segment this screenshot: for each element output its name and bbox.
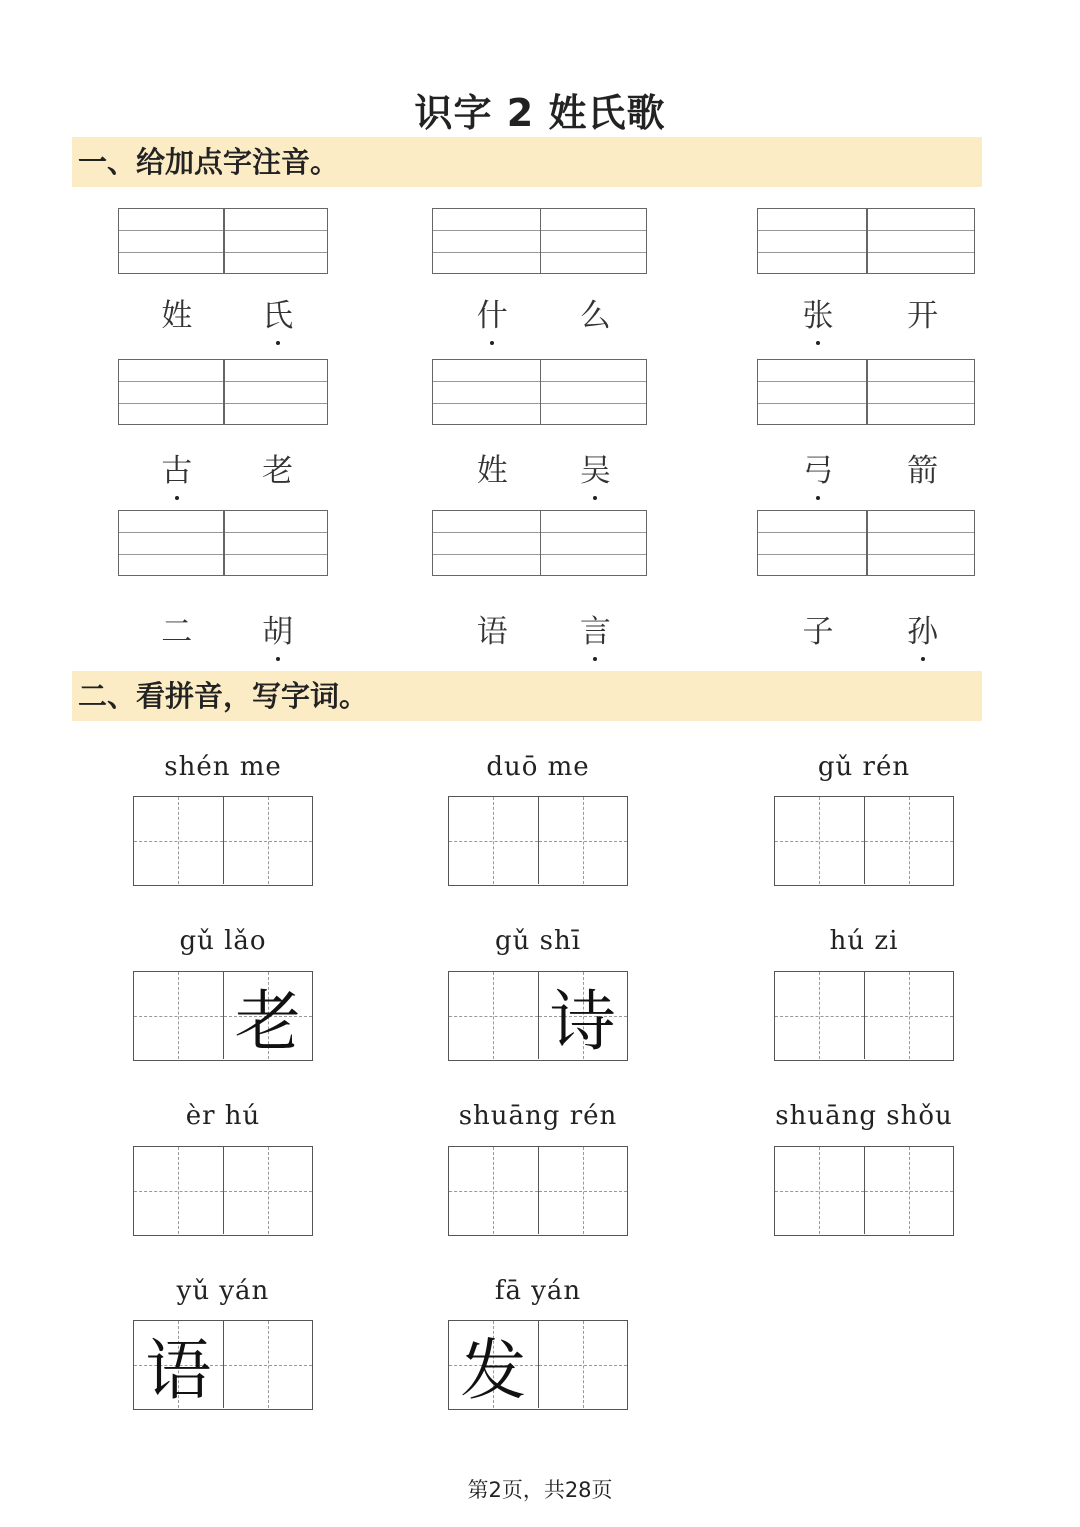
character: 姓 [476, 453, 508, 489]
tianzige-grid[interactable] [774, 971, 954, 1061]
tianzige-grid[interactable] [133, 796, 313, 886]
filled-character: 老 [234, 983, 301, 1060]
page-number: 第2页，共28页 [467, 1478, 613, 1502]
tianzige-grid[interactable] [133, 1320, 313, 1410]
pinyin-label: shén me [164, 752, 282, 782]
character: 语 [476, 614, 508, 650]
writing-cell[interactable] [134, 972, 223, 1059]
emphasis-dot [490, 341, 494, 345]
page-title: 识字 2 姓氏歌 [414, 91, 666, 135]
writing-cell[interactable] [775, 972, 864, 1059]
pinyin-writing-box[interactable] [757, 510, 975, 576]
filled-character: 发 [460, 1332, 527, 1409]
pinyin-writing-box[interactable] [432, 359, 647, 425]
tianzige-grid[interactable] [774, 796, 954, 886]
emphasis-dot [593, 657, 597, 661]
writing-cell[interactable] [538, 972, 628, 1059]
tianzige-grid[interactable] [448, 971, 628, 1061]
pinyin-writing-box[interactable] [118, 208, 328, 274]
writing-cell[interactable] [864, 1147, 954, 1234]
writing-cell[interactable] [449, 1147, 538, 1234]
writing-cell[interactable] [223, 972, 313, 1059]
filled-character: 语 [145, 1332, 212, 1409]
dotted-character: 古 [152, 445, 202, 490]
pinyin-label: fā yán [494, 1276, 582, 1306]
writing-cell[interactable] [223, 797, 313, 884]
writing-cell[interactable] [449, 1321, 538, 1408]
dotted-character: 孙 [898, 606, 948, 651]
pinyin-writing-box[interactable] [432, 510, 647, 576]
pinyin-writing-box[interactable] [118, 359, 328, 425]
pinyin-label: yǔ yán [176, 1276, 270, 1306]
pinyin-label: hú zi [829, 926, 899, 956]
writing-cell[interactable] [134, 1321, 223, 1408]
dotted-character: 张 [793, 290, 843, 335]
writing-cell[interactable] [864, 972, 954, 1059]
writing-cell[interactable] [864, 797, 954, 884]
character: 箭 [907, 453, 939, 489]
pinyin-label: shuāng rén [458, 1101, 618, 1131]
emphasis-dot [816, 496, 820, 500]
pinyin-writing-box[interactable] [118, 510, 328, 576]
character: 姓 [161, 298, 193, 334]
writing-cell[interactable] [538, 1321, 628, 1408]
character: 子 [802, 614, 834, 650]
emphasis-dot [276, 657, 280, 661]
tianzige-grid[interactable] [448, 1320, 628, 1410]
pinyin-label: gǔ lǎo [179, 926, 267, 956]
emphasis-dot [921, 657, 925, 661]
dotted-character: 吴 [570, 445, 620, 490]
writing-cell[interactable] [223, 1147, 313, 1234]
tianzige-grid[interactable] [774, 1146, 954, 1236]
dotted-character: 言 [570, 606, 620, 651]
emphasis-dot [276, 341, 280, 345]
pinyin-label: gǔ rén [817, 752, 911, 782]
dotted-character: 氏 [253, 290, 303, 335]
writing-cell[interactable] [223, 1321, 313, 1408]
tianzige-grid[interactable] [448, 1146, 628, 1236]
character: 老 [262, 453, 294, 489]
section-2-heading: 二、看拼音，写字词。 [72, 671, 982, 721]
pinyin-writing-box[interactable] [757, 359, 975, 425]
tianzige-grid[interactable] [133, 971, 313, 1061]
tianzige-grid[interactable] [133, 1146, 313, 1236]
dotted-character: 胡 [253, 606, 303, 651]
pinyin-label: shuāng shǒu [775, 1101, 953, 1131]
emphasis-dot [593, 496, 597, 500]
writing-cell[interactable] [134, 797, 223, 884]
writing-cell[interactable] [449, 972, 538, 1059]
writing-cell[interactable] [775, 1147, 864, 1234]
pinyin-writing-box[interactable] [757, 208, 975, 274]
dotted-character: 弓 [793, 445, 843, 490]
pinyin-label: gǔ shī [494, 926, 582, 956]
writing-cell[interactable] [134, 1147, 223, 1234]
writing-cell[interactable] [449, 797, 538, 884]
writing-cell[interactable] [538, 797, 628, 884]
tianzige-grid[interactable] [448, 796, 628, 886]
filled-character: 诗 [549, 983, 616, 1060]
emphasis-dot [816, 341, 820, 345]
pinyin-label: duō me [486, 752, 590, 782]
pinyin-writing-box[interactable] [432, 208, 647, 274]
character: 么 [579, 298, 611, 334]
section-1-heading: 一、给加点字注音。 [72, 137, 982, 187]
character: 开 [907, 298, 939, 334]
character: 二 [161, 614, 193, 650]
writing-cell[interactable] [538, 1147, 628, 1234]
writing-cell[interactable] [775, 797, 864, 884]
emphasis-dot [175, 496, 179, 500]
pinyin-label: èr hú [185, 1101, 261, 1131]
dotted-character: 什 [467, 290, 517, 335]
